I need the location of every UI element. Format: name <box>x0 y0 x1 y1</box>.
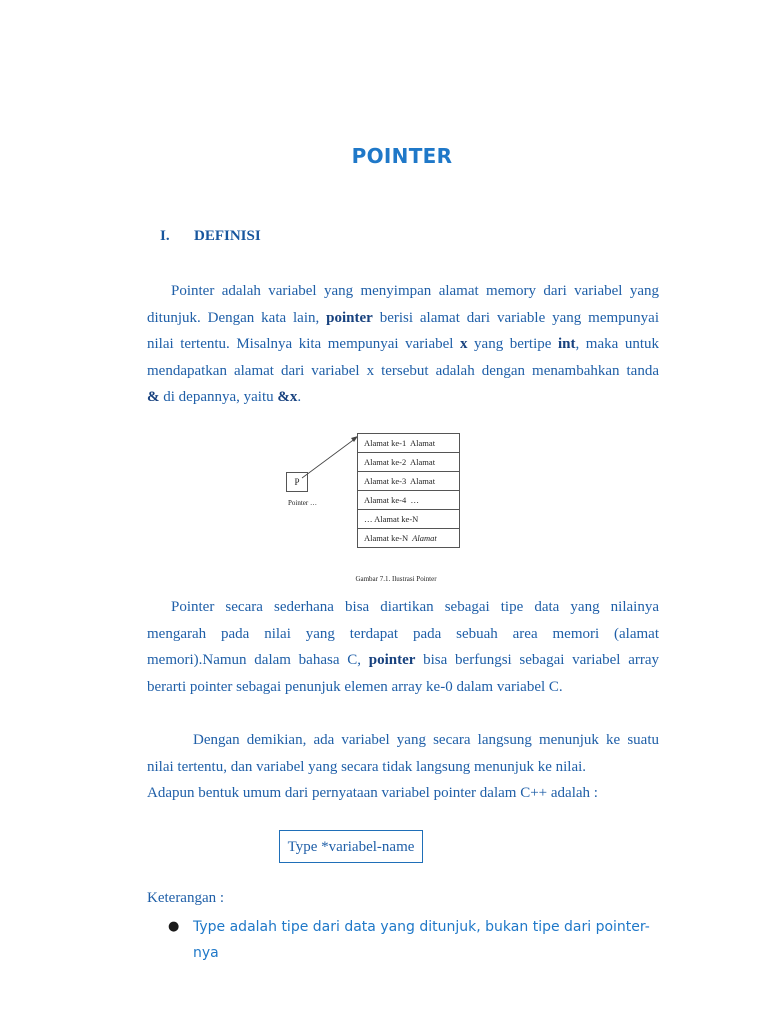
keterangan-label: Keterangan : <box>147 890 225 906</box>
paragraph-line: ditunjuk. Dengan kata lain, pointer berisi alamat dari variable yang mempunyai <box>147 309 659 326</box>
address-label: Alamat ke-N <box>364 533 409 543</box>
paragraph-line: Pointer adalah variabel yang menyimpan alamat memory dari variabel yang <box>171 283 659 299</box>
address-cell <box>358 472 460 491</box>
address-label: Alamat ke-3 <box>364 476 407 486</box>
figure-caption: Gambar 7.1. Ilustrasi Pointer <box>355 575 437 583</box>
table-row <box>358 434 460 453</box>
bold-term: pointer <box>368 652 416 668</box>
paragraph-line: nilai tertentu. Misalnya kita mempunyai variabel x yang bertipe int, maka untuk <box>147 336 659 352</box>
address-label: Alamat ke-1 <box>364 438 407 448</box>
paragraph-line: & di depannya, yaitu &x. <box>147 389 302 405</box>
bold-term: x <box>460 336 468 352</box>
bold-term: int <box>557 336 576 352</box>
address-cell <box>358 529 460 548</box>
section-heading <box>160 228 261 245</box>
page-title: POINTER <box>351 144 453 168</box>
bold-term: & <box>147 389 160 405</box>
bold-term: &x <box>277 389 298 405</box>
paragraph-line: Adapun bentuk umum dari pernyataan variabel pointer dalam C++ adalah : <box>147 785 598 801</box>
syntax-box: Type *variabel-name <box>279 830 423 863</box>
address-value: Alamat <box>406 476 436 486</box>
section-title: DEFINISI <box>194 228 261 244</box>
paragraph-line: mengarah pada nilai yang terdapat pada sebuah area memori (alamat <box>147 625 659 642</box>
paragraph-line: mendapatkan alamat dari variabel x tersebut adalah dengan menambahkan tanda <box>147 362 659 379</box>
paragraph-definition <box>147 278 659 411</box>
address-cell <box>358 453 460 472</box>
address-table <box>357 433 460 548</box>
address-value: Alamat <box>408 533 437 543</box>
section-number: I. <box>160 228 170 244</box>
paragraph-line: memori).Namun dalam bahasa C, pointer bisa berfungsi sebagai variabel array <box>147 652 659 668</box>
table-row <box>358 491 460 510</box>
list-item-text: Type adalah tipe dari data yang ditunjuk, bukan tipe dari pointer-nya <box>193 919 650 961</box>
paragraph-description <box>147 594 659 700</box>
table-row <box>358 510 460 529</box>
address-cell <box>358 491 460 510</box>
address-cell <box>358 434 460 453</box>
address-value: Alamat <box>406 438 436 448</box>
paragraph-line: Pointer secara sederhana bisa diartikan sebagai tipe data yang nilainya <box>171 599 659 615</box>
paragraph-line: Dengan demikian, ada variabel yang secara langsung menunjuk ke suatu <box>193 732 659 748</box>
bullet-icon: ● <box>168 919 180 934</box>
bold-term: pointer <box>326 309 373 326</box>
pointer-illustration <box>280 428 480 588</box>
table-row <box>358 529 460 548</box>
address-cell <box>358 510 460 529</box>
address-label: Alamat ke-2 <box>364 457 407 467</box>
paragraph-line: nilai tertentu, dan variabel yang secara tidak langsung menunjuk ke nilai. <box>147 758 587 775</box>
paragraph-line: berarti pointer sebagai penunjuk elemen array ke-0 dalam variabel C. <box>147 678 563 695</box>
address-label: … Alamat ke-N <box>364 514 419 524</box>
address-value: … <box>406 495 419 505</box>
table-row <box>358 472 460 491</box>
table-row <box>358 453 460 472</box>
paragraph-general-form <box>147 727 659 807</box>
address-value: Alamat <box>406 457 436 467</box>
pointer-label: Pointer … <box>288 499 317 507</box>
address-label: Alamat ke-4 <box>364 495 407 505</box>
pointer-box: P <box>286 472 308 492</box>
